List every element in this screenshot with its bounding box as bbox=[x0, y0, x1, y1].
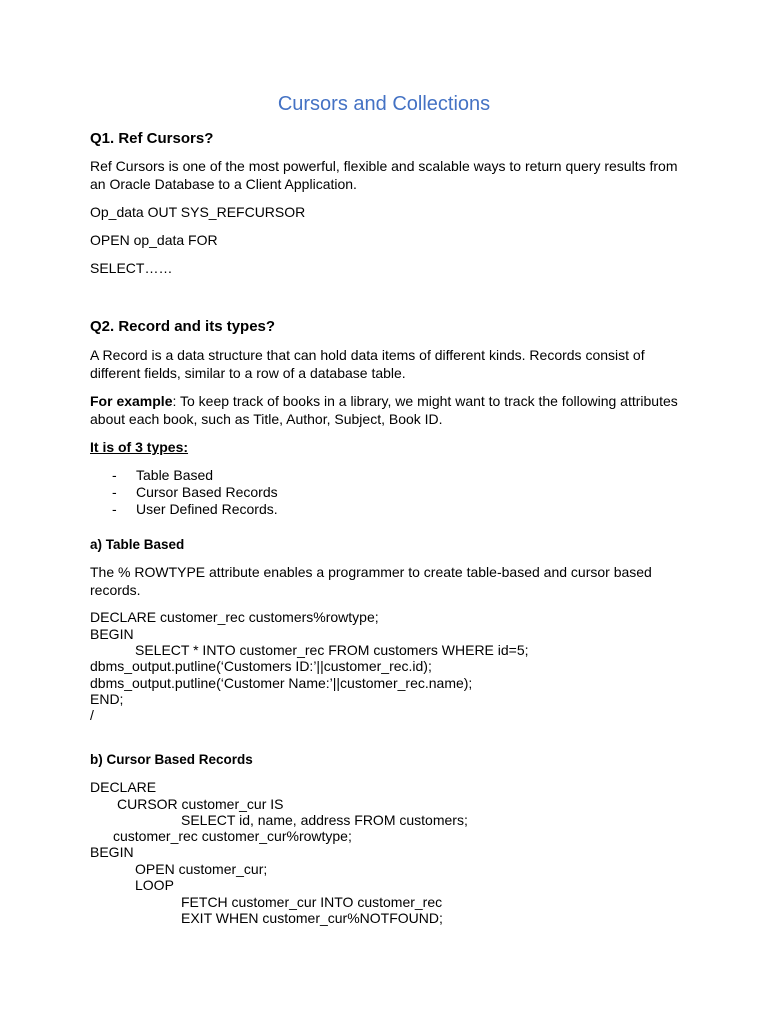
code-line: CURSOR customer_cur IS bbox=[117, 796, 284, 812]
code-line: SELECT id, name, address FROM customers; bbox=[181, 812, 468, 828]
code-line: SELECT * INTO customer_rec FROM customers WHERE id=5; bbox=[135, 642, 529, 658]
types-heading: It is of 3 types: bbox=[90, 439, 189, 455]
code-line: END; bbox=[90, 691, 124, 707]
q2-example-line-1 bbox=[90, 393, 678, 410]
q1-paragraph-line-2: an Oracle Database to a Client Application. bbox=[90, 176, 357, 192]
q1-heading: Q1. Ref Cursors? bbox=[90, 130, 214, 147]
example-text: : To keep track of books in a library, we might want to track the following attributes bbox=[172, 393, 678, 409]
section-a-paragraph-line-2: records. bbox=[90, 582, 141, 598]
q1-code-line: SELECT…… bbox=[90, 260, 173, 276]
list-item bbox=[0, 501, 768, 518]
q1-paragraph-line-1: Ref Cursors is one of the most powerful, flexible and scalable ways to return query results from bbox=[90, 158, 678, 174]
code-line: dbms_output.putline(‘Customers ID:’||customer_rec.id); bbox=[90, 658, 432, 674]
document-title: Cursors and Collections bbox=[277, 93, 491, 115]
code-line: BEGIN bbox=[90, 844, 134, 860]
list-item bbox=[0, 467, 768, 484]
example-label: For example bbox=[90, 393, 173, 409]
q2-example-line-2: about each book, such as Title, Author, Subject, Book ID. bbox=[90, 411, 443, 427]
q1-code-line: Op_data OUT SYS_REFCURSOR bbox=[90, 204, 306, 220]
bullet-dash: - bbox=[112, 501, 117, 517]
code-line: DECLARE customer_rec customers%rowtype; bbox=[90, 609, 379, 625]
q2-paragraph-line-2: different fields, similar to a row of a database table. bbox=[90, 365, 406, 381]
list-item-label: Cursor Based Records bbox=[136, 484, 278, 500]
list-item-label: User Defined Records. bbox=[136, 501, 278, 517]
section-b-heading: b) Cursor Based Records bbox=[90, 752, 253, 767]
list-item bbox=[0, 484, 768, 501]
q2-heading: Q2. Record and its types? bbox=[90, 318, 276, 335]
code-line: customer_rec customer_cur%rowtype; bbox=[113, 828, 352, 844]
list-item-label: Table Based bbox=[136, 467, 214, 483]
section-a-paragraph-line-1: The % ROWTYPE attribute enables a programmer to create table-based and cursor based bbox=[90, 564, 652, 580]
code-line: dbms_output.putline(‘Customer Name:’||customer_rec.name); bbox=[90, 675, 473, 691]
code-line: BEGIN bbox=[90, 626, 134, 642]
bullet-dash: - bbox=[112, 467, 117, 483]
code-line: EXIT WHEN customer_cur%NOTFOUND; bbox=[181, 910, 443, 926]
code-line: LOOP bbox=[135, 877, 174, 893]
code-line: OPEN customer_cur; bbox=[135, 861, 268, 877]
code-line: / bbox=[90, 707, 94, 723]
code-line: DECLARE bbox=[90, 779, 157, 795]
code-line: FETCH customer_cur INTO customer_rec bbox=[181, 894, 443, 910]
section-a-heading: a) Table Based bbox=[90, 537, 185, 552]
q2-paragraph-line-1: A Record is a data structure that can hold data items of different kinds. Records consist of bbox=[90, 347, 645, 363]
q1-code-line: OPEN op_data FOR bbox=[90, 232, 218, 248]
bullet-dash: - bbox=[112, 484, 117, 500]
